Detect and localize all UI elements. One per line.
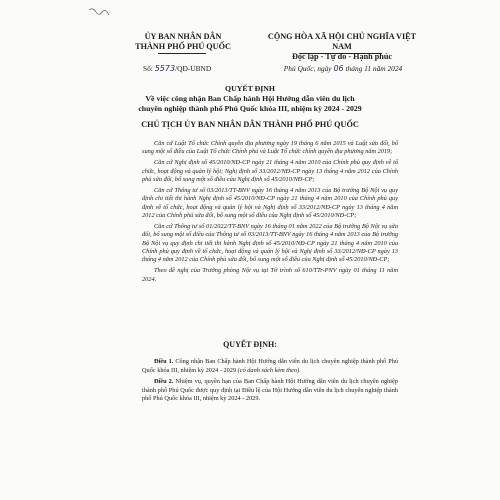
motto-line-1: CỘNG HÒA XÃ HỘI CHỦ NGHĨA VIỆT NAM <box>267 32 417 51</box>
article-1 <box>142 358 398 375</box>
chairman-heading: CHỦ TỊCH ỦY BAN NHÂN DÂN THÀNH PHỐ PHÚ QUỐC <box>141 120 359 129</box>
date-day-handwritten: 06 <box>333 64 344 73</box>
article-label: Điều 2. <box>154 378 174 386</box>
authority-line-2: THÀNH PHỐ PHÚ QUỐC <box>135 42 231 51</box>
motto-line-2: Độc lập - Tự do - Hạnh phúc <box>291 52 393 61</box>
articles <box>142 358 398 407</box>
document-number <box>143 64 211 73</box>
article-text: Công nhận Ban Chấp hành Hội Hướng dẫn viên du lịch chuyên nghiệp thành phố Phú Quốc khóa III, nhiệm kỳ 2024 - 2029 <box>142 358 398 374</box>
basis-paragraph: Căn cứ Nghị định số 45/2010/NĐ-CP ngày 21 tháng 4 năm 2010 của Chính phủ quy định về tổ chức, hoạt động và quản lý hội; Nghị định số 33/2012/NĐ-CP ngày 13 tháng 4 năm 2012 của Chính phủ sửa đổi, bổ sung một số điều của Nghị định số 45/2010/NĐ-CP; <box>142 159 398 184</box>
article-label: Điều 1. <box>154 358 174 365</box>
document-title <box>100 84 400 114</box>
title-line-2: Về việc công nhận Ban Chấp hành Hội Hướng dẫn viên du lịch <box>145 94 355 103</box>
issuing-authority <box>128 32 238 52</box>
date-part-1: Phú Quốc, ngày <box>283 64 332 73</box>
basis-paragraph: Theo đề nghị của Trưởng phòng Nội vụ tại Tờ trình số 610/TTr-PNV ngày 01 tháng 11 năm 2024. <box>142 267 398 283</box>
motto-underline <box>300 53 382 54</box>
issue-date <box>268 64 418 73</box>
doc-number-handwritten: 5573 <box>154 64 176 73</box>
decision-heading: QUYẾT ĐỊNH: <box>223 340 277 349</box>
article-2 <box>142 378 398 404</box>
basis-paragraph: Căn cứ Thông tư số 01/2022/TT-BNV ngày 16 tháng 01 năm 2022 của Bộ trưởng Bộ Nội vụ sửa đổi, bổ sung một số điều của Thông tư số 03/2013/TT-BNV ngày 16 tháng 4 năm 2013 của Bộ trưởng Bộ Nội vụ quy định chi tiết thi hành Nghị định số 45/2010/NĐ-CP ngày 21 tháng 4 năm 2010 của Chính phủ quy định về tổ chức, hoạt động và quản lý hội và Nghị định số 33/2012/NĐ-CP ngày 13 tháng 4 năm 2012 của Chính phủ sửa đổi, bổ sung một số điều của Nghị định số 45/2010/NĐ-CP; <box>142 222 398 264</box>
doc-number-suffix: /QĐ-UBND <box>175 64 212 73</box>
authority-underline <box>158 53 206 54</box>
legal-basis <box>142 140 398 286</box>
handwritten-mark <box>88 6 110 18</box>
title-line-3: chuyên nghiệp thành phố Phú Quốc khóa III, nhiệm kỳ 2024 - 2029 <box>138 104 362 113</box>
basis-paragraph: Căn cứ Luật Tổ chức Chính quyền địa phương ngày 19 tháng 6 năm 2015 và Luật sửa đổi, bổ sung một số điều của Luật Tổ chức Chính phủ và Luật Tổ chức chính quyền địa phương năm 2019; <box>142 140 398 156</box>
doc-number-prefix: Số: <box>143 64 153 73</box>
date-part-2: tháng 11 năm 2024 <box>345 64 403 73</box>
basis-paragraph: Căn cứ Thông tư số 03/2013/TT-BNV ngày 16 tháng 4 năm 2013 của Bộ trưởng Bộ Nội vụ quy định chi tiết thi hành Nghị định số 45/2010/NĐ-CP ngày 21 tháng 4 năm 2010 của Chính phủ quy định về tổ chức, hoạt động và quản lý hội và Nghị định số 33/2012/NĐ-CP ngày 13 tháng 4 năm 2012 của Chính phủ sửa đổi, bổ sung một số điều của Nghị định số 45/2010/NĐ-CP; <box>142 186 398 220</box>
article-note: (có danh sách kèm theo). <box>237 366 301 374</box>
title-line-1: QUYẾT ĐỊNH <box>225 84 275 93</box>
national-motto <box>262 32 422 62</box>
article-text: Nhiệm vụ, quyền hạn của Ban Chấp hành Hội Hướng dẫn viên du lịch chuyên nghiệp thành phố Phú Quốc được quy định tại Điều lệ của Hội Hướng dẫn viên du lịch chuyên nghiệp thành phố Phú Quốc khóa III, nhiệm kỳ 2024 - 2029. <box>142 378 398 403</box>
authority-line-1: ỦY BAN NHÂN DÂN <box>144 32 222 41</box>
